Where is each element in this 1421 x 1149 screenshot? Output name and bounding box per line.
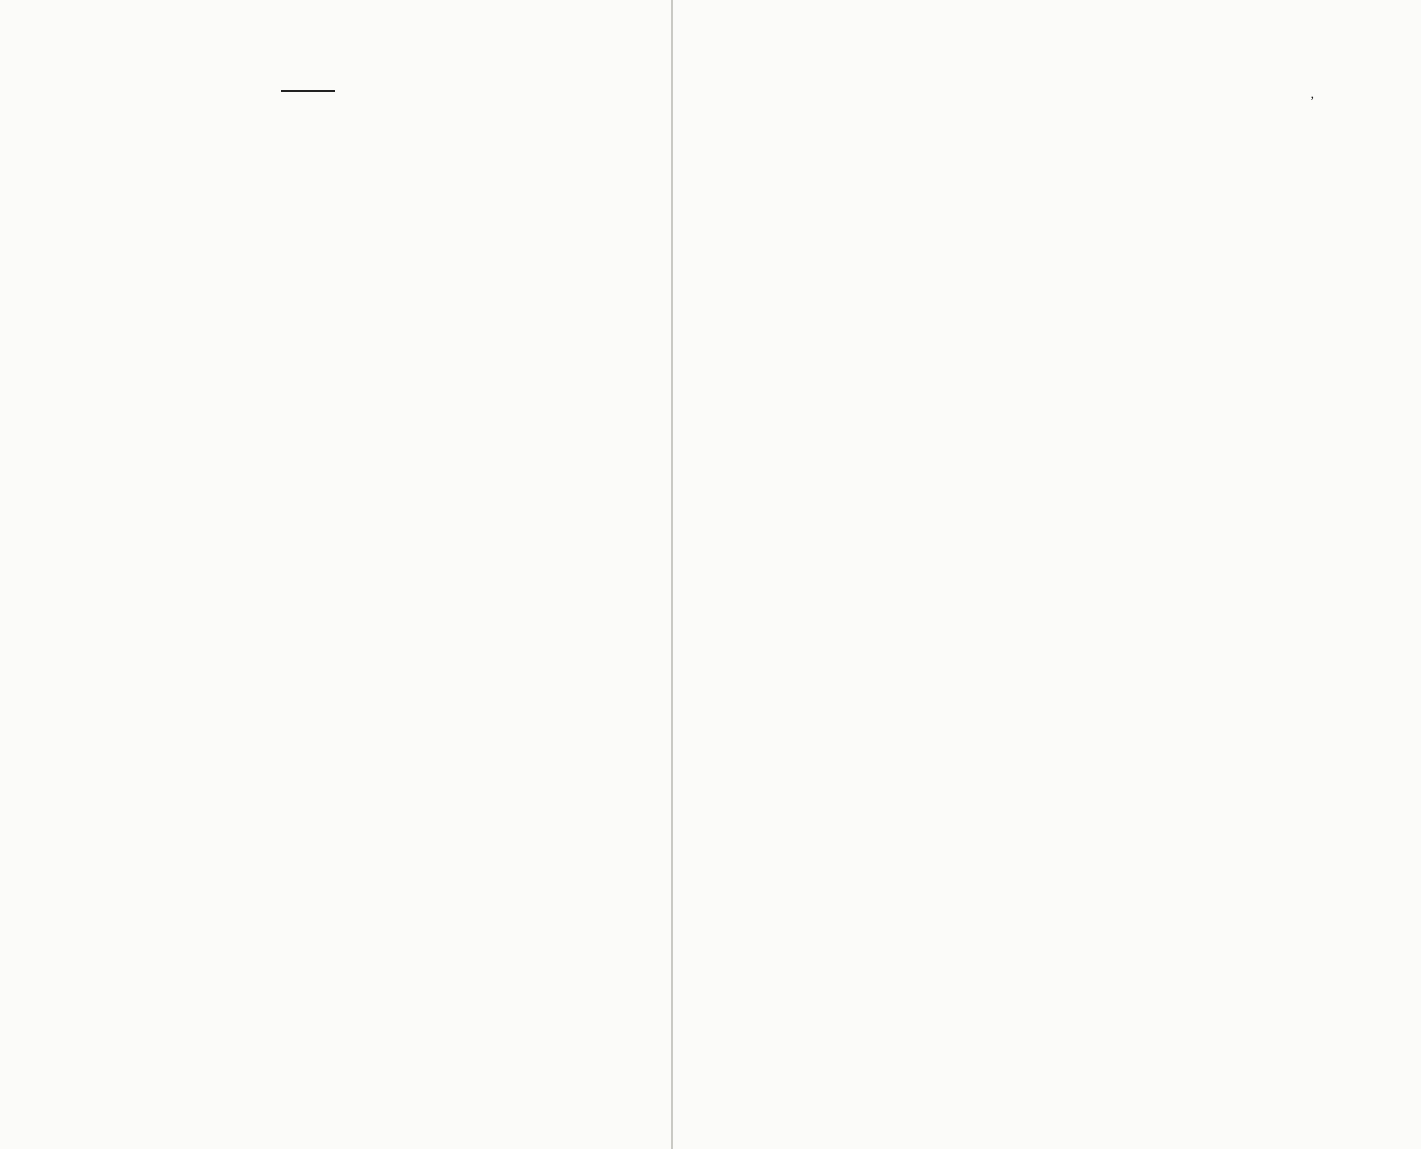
left-running-head: [28, 46, 588, 76]
left-page: [28, 46, 588, 105]
right-running-head: [762, 46, 1328, 76]
dateline: [762, 82, 1328, 101]
right-page: [762, 46, 1328, 101]
section-rule: [281, 90, 335, 92]
page-gutter: [671, 0, 673, 1149]
place-date: ,: [1310, 86, 1314, 101]
